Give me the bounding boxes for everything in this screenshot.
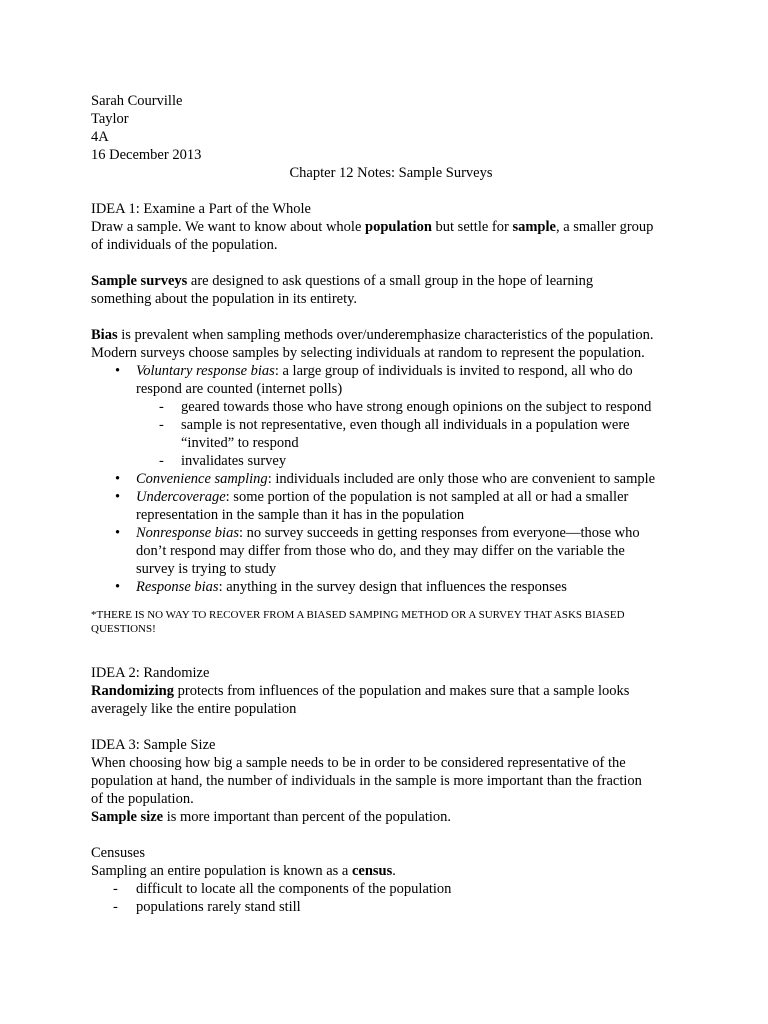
text: Sampling an entire population is known as a <box>91 863 352 879</box>
sample-size-line3: of the population. <box>91 791 194 807</box>
randomizing-paragraph <box>91 682 691 700</box>
text: survey is trying to study <box>136 561 277 577</box>
text: *THERE IS NO WAY TO RECOVER FROM A BIASED SAMPING METHOD OR A SURVEY THAT ASKS BIASED <box>91 609 625 621</box>
text: sample is not representative, even though all individuals in a population were <box>181 417 630 433</box>
bullet-convenience-sampling <box>91 470 691 488</box>
bullet-response-bias <box>91 578 691 596</box>
document-page <box>91 92 691 916</box>
text: are designed to ask questions of a small group in the hope of learning <box>187 273 594 289</box>
class-period: 4A <box>91 129 109 145</box>
bias-line2: Modern surveys choose samples by selecting individuals at random to represent the population. <box>91 345 645 361</box>
term-randomizing: Randomizing <box>91 683 174 699</box>
sample-size-line1: When choosing how big a sample needs to be in order to be considered representative of the <box>91 755 626 771</box>
sample-size-paragraph <box>91 808 691 826</box>
idea3-heading: IDEA 3: Sample Size <box>91 737 216 753</box>
sub-item: - invalidates survey <box>91 452 691 470</box>
term-population: population <box>365 219 432 235</box>
text: is prevalent when sampling methods over/underemphasize characteristics of the population. <box>117 327 654 343</box>
sub-item: - geared towards those who have strong enough opinions on the subject to respond <box>91 398 691 416</box>
idea1-heading: IDEA 1: Examine a Part of the Whole <box>91 201 311 217</box>
student-name: Sarah Courville <box>91 93 183 109</box>
text: : anything in the survey design that influences the responses <box>218 579 567 595</box>
term-convenience-sampling: Convenience sampling <box>136 471 268 487</box>
term-census: census <box>351 863 393 879</box>
text: : no survey succeeds in getting responses from everyone—those who <box>238 525 640 541</box>
text: . <box>392 863 396 879</box>
bullet-undercoverage <box>91 488 691 524</box>
idea1-paragraph-line2: of individuals of the population. <box>91 237 278 253</box>
text: protects from influences of the population and makes sure that a sample looks <box>174 683 630 699</box>
sub-item <box>91 416 691 452</box>
term-sample-surveys: Sample surveys <box>91 273 188 289</box>
census-definition <box>91 862 691 880</box>
text: : a large group of individuals is invited to respond, all who do <box>274 363 633 379</box>
term-sample: sample <box>512 219 556 235</box>
biased-sampling-note <box>91 608 691 636</box>
censuses-heading: Censuses <box>91 845 145 861</box>
teacher-name: Taylor <box>91 111 129 127</box>
bias-paragraph <box>91 326 691 344</box>
text: : some portion of the population is not sampled at all or had a smaller <box>225 489 629 505</box>
sample-surveys-paragraph <box>91 272 691 290</box>
text: “invited” to respond <box>181 435 299 451</box>
term-bias: Bias <box>91 327 118 343</box>
text: respond are counted (internet polls) <box>136 381 343 397</box>
text: , a smaller group <box>555 219 654 235</box>
term-undercoverage: Undercoverage <box>136 489 226 505</box>
term-response-bias: Response bias <box>136 579 219 595</box>
text: don’t respond may differ from those who do, and they may differ on the variable the <box>136 543 625 559</box>
text: QUESTIONS! <box>91 623 156 635</box>
text: Draw a sample. We want to know about whole <box>91 219 365 235</box>
text: : individuals included are only those who are convenient to sample <box>267 471 656 487</box>
page-title: Chapter 12 Notes: Sample Surveys <box>289 165 493 181</box>
term-sample-size: Sample size <box>91 809 164 825</box>
bullet-nonresponse-bias <box>91 524 691 578</box>
census-item: - difficult to locate all the components of the population <box>91 880 691 898</box>
term-nonresponse-bias: Nonresponse bias <box>136 525 239 541</box>
idea2-heading: IDEA 2: Randomize <box>91 665 210 681</box>
idea1-paragraph <box>91 218 691 236</box>
census-item: - populations rarely stand still <box>91 898 691 916</box>
term-voluntary-response-bias: Voluntary response bias <box>136 363 275 379</box>
document-date: 16 December 2013 <box>91 147 202 163</box>
text: but settle for <box>431 219 513 235</box>
text: is more important than percent of the population. <box>163 809 452 825</box>
sample-size-line2: population at hand, the number of individuals in the sample is more important than the fraction <box>91 773 642 789</box>
sample-surveys-line2: something about the population in its entirety. <box>91 291 358 307</box>
text: representation in the sample than it has in the population <box>136 507 465 523</box>
randomizing-line2: averagely like the entire population <box>91 701 297 717</box>
bullet-voluntary-response <box>91 362 691 398</box>
